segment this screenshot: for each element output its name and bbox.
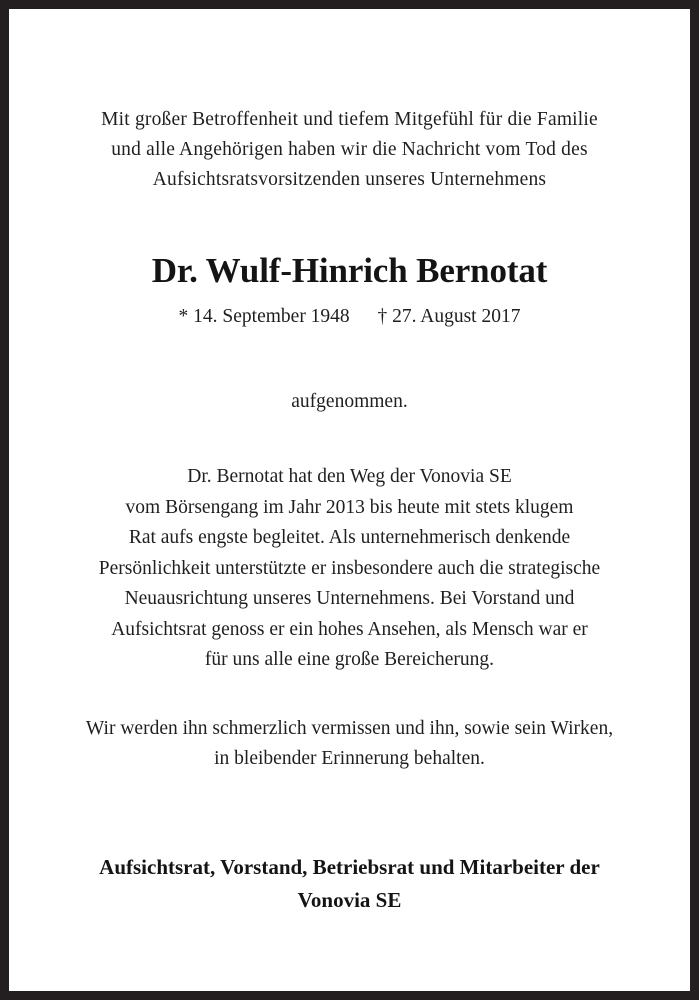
memory-line: in bleibender Erinnerung behalten. bbox=[214, 748, 485, 770]
notice-content bbox=[9, 9, 690, 991]
signature-line: Vonovia SE bbox=[297, 887, 402, 912]
signature-block bbox=[65, 851, 634, 917]
tribute-line: für uns alle eine große Bereicherung. bbox=[204, 649, 495, 671]
intro-paragraph bbox=[65, 105, 634, 195]
tribute-line: Dr. Bernotat hat den Weg der Vonovia SE bbox=[187, 466, 512, 488]
memory-paragraph bbox=[65, 714, 634, 775]
tribute-line: vom Börsengang im Jahr 2013 bis heute mit stets klugem bbox=[125, 496, 574, 518]
memory-line: Wir werden ihn schmerzlich vermissen und ihn, sowie sein Wirken, bbox=[85, 717, 614, 739]
intro-line: und alle Angehörigen haben wir die Nachricht vom Tod des bbox=[111, 139, 588, 160]
intro-line: Mit großer Betroffenheit und tiefem Mitgefühl für die Familie bbox=[101, 109, 598, 130]
death-symbol-icon: † bbox=[377, 306, 388, 328]
deceased-name: Dr. Wulf-Hinrich Bernotat bbox=[151, 251, 548, 290]
death-date: 27. August 2017 bbox=[392, 306, 521, 328]
tribute-line: Rat aufs engste begleitet. Als unternehmerisch denkende bbox=[128, 527, 571, 549]
accepted-line: aufgenommen. bbox=[291, 391, 408, 413]
tribute-paragraph bbox=[65, 462, 634, 676]
intro-line: Aufsichtsratsvorsitzenden unseres Unternehmens bbox=[152, 169, 547, 190]
tribute-line: Aufsichtsrat genoss er ein hohes Ansehen, als Mensch war er bbox=[111, 618, 588, 640]
birth-symbol-icon: * bbox=[178, 306, 189, 328]
life-dates bbox=[65, 304, 634, 330]
tribute-line: Persönlichkeit unterstützte er insbesondere auch die strategische bbox=[98, 557, 601, 579]
tribute-line: Neuausrichtung unseres Unternehmens. Bei Vorstand und bbox=[124, 588, 575, 610]
signature-line: Aufsichtsrat, Vorstand, Betriebsrat und Mitarbeiter der bbox=[99, 854, 600, 879]
birth-date: 14. September 1948 bbox=[193, 306, 350, 328]
